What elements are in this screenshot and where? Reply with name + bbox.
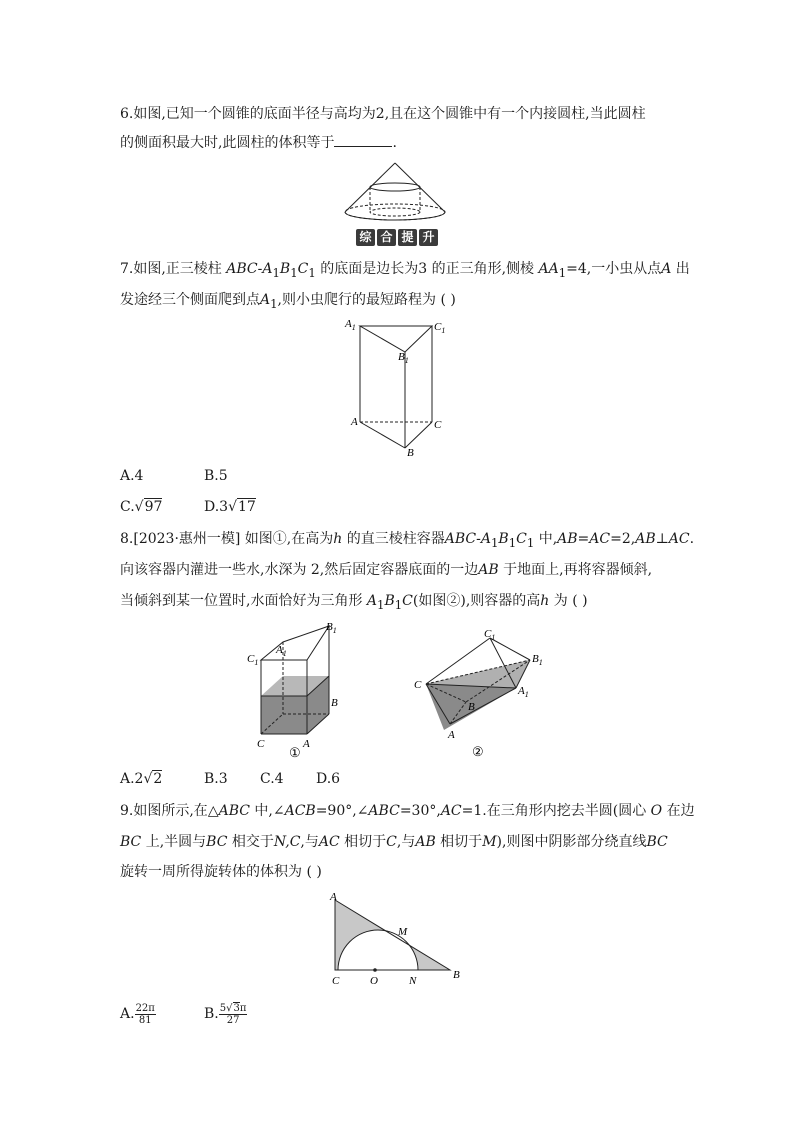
q8-line-1: 8.[2023·惠州一模] 如图①,在高为h 的直三棱柱容器ABC-$A_1B_1C_1$ 中,AB=AC=2,AB⊥AC. xyxy=(120,531,695,550)
label-B: B xyxy=(453,969,460,981)
option-b[interactable]: B.3 xyxy=(204,771,228,787)
option-a[interactable]: A. $\frac{22\pi}{81}$ xyxy=(120,1002,155,1026)
q7-line-1: 7.如图,正三棱柱 ABC-$A_1B_1C_1$ 的底面是边长为3 的正三角形,侧棱 $AA_1=4$,一小虫从点A 出 xyxy=(120,261,690,280)
option-a[interactable]: A.2√2 xyxy=(120,771,163,787)
label-A1: $A_1$ xyxy=(345,318,356,332)
q9-line-1: 9.如图所示,在△ABC 中,∠ACB=90°,∠ABC=30°,AC=1.在三角形内挖去半圆(圆心 O 在边 xyxy=(120,803,695,819)
label-C1: $C_1$ xyxy=(484,628,496,642)
option-b[interactable]: B.5 xyxy=(204,468,228,484)
label-A: A xyxy=(303,738,310,750)
label-A1: $A_1$ xyxy=(518,685,529,699)
label-O: O xyxy=(370,975,378,987)
q8-options xyxy=(120,769,340,789)
label-M: M xyxy=(398,926,408,938)
label-B: B xyxy=(331,697,338,709)
option-d[interactable]: D.6 xyxy=(316,771,341,787)
label-A: A xyxy=(330,891,337,903)
q6-line-2: 的侧面积最大时,此圆柱的体积等于 . xyxy=(120,135,397,151)
label-C: C xyxy=(434,419,442,431)
label-N: N xyxy=(409,975,417,987)
q7-options-row-1 xyxy=(120,466,228,486)
label-B: B xyxy=(468,701,475,713)
q8-line-2: 向该容器内灌进一些水,水深为 2,然后固定容器底面的一边AB 于地面上,再将容器倾斜, xyxy=(120,562,653,578)
figure-1-caption: ① xyxy=(289,745,301,760)
label-C: C xyxy=(257,738,265,750)
label-A: A xyxy=(448,729,455,741)
figure-2-caption: ② xyxy=(472,744,484,759)
badge-char: 提 xyxy=(398,229,417,246)
option-d[interactable]: D.3√17 xyxy=(204,499,256,515)
label-C: C xyxy=(414,679,422,691)
q6-line-1: 6.如图,已知一个圆锥的底面半径与高均为2,且在这个圆锥中有一个内接圆柱,当此圆柱 xyxy=(120,106,646,122)
label-A1: $A_1$ xyxy=(276,644,287,658)
label-C1: $C_1$ xyxy=(247,653,259,667)
label-B1: $B_1$ xyxy=(398,351,409,365)
triangle-semicircle-figure xyxy=(320,888,470,988)
badge-char: 合 xyxy=(377,229,396,246)
option-c[interactable]: C.√97 xyxy=(120,499,163,515)
badge-char: 综 xyxy=(356,229,375,246)
option-b[interactable]: B. $\frac{5√3\pi}{27}$ xyxy=(204,1002,247,1026)
q7-line-2: 发途经三个侧面爬到点$A_1$,则小虫爬行的最短路程为 ( ) xyxy=(120,292,456,311)
option-c[interactable]: C.4 xyxy=(260,771,284,787)
label-B: B xyxy=(407,447,414,459)
tilted-container-figure-2 xyxy=(412,626,552,760)
section-badge xyxy=(356,229,438,246)
cone-cylinder-figure xyxy=(340,160,450,224)
prism-container-figure-1 xyxy=(245,618,355,760)
label-A: A xyxy=(351,416,358,428)
prism-figure xyxy=(340,312,460,462)
option-a[interactable]: A.4 xyxy=(120,468,144,484)
label-B1: $B_1$ xyxy=(532,653,543,667)
label-C: C xyxy=(332,975,340,987)
q8-line-3: 当倾斜到某一位置时,水面恰好为三角形 $A_1B_1C$(如图②),则容器的高h 为 ( ) xyxy=(120,593,588,612)
q9-options xyxy=(120,1002,247,1026)
label-B1: $B_1$ xyxy=(326,621,337,635)
answer-blank xyxy=(334,134,392,147)
q7-options-row-2 xyxy=(120,497,256,517)
badge-char: 升 xyxy=(419,229,438,246)
q9-line-3: 旋转一周所得旋转体的体积为 ( ) xyxy=(120,864,322,880)
label-C1: $C_1$ xyxy=(434,321,446,335)
q9-line-2: BC 上,半圆与BC 相交于N,C,与AC 相切于C,与AB 相切于M),则图中阴影部分绕直线BC xyxy=(120,834,668,850)
